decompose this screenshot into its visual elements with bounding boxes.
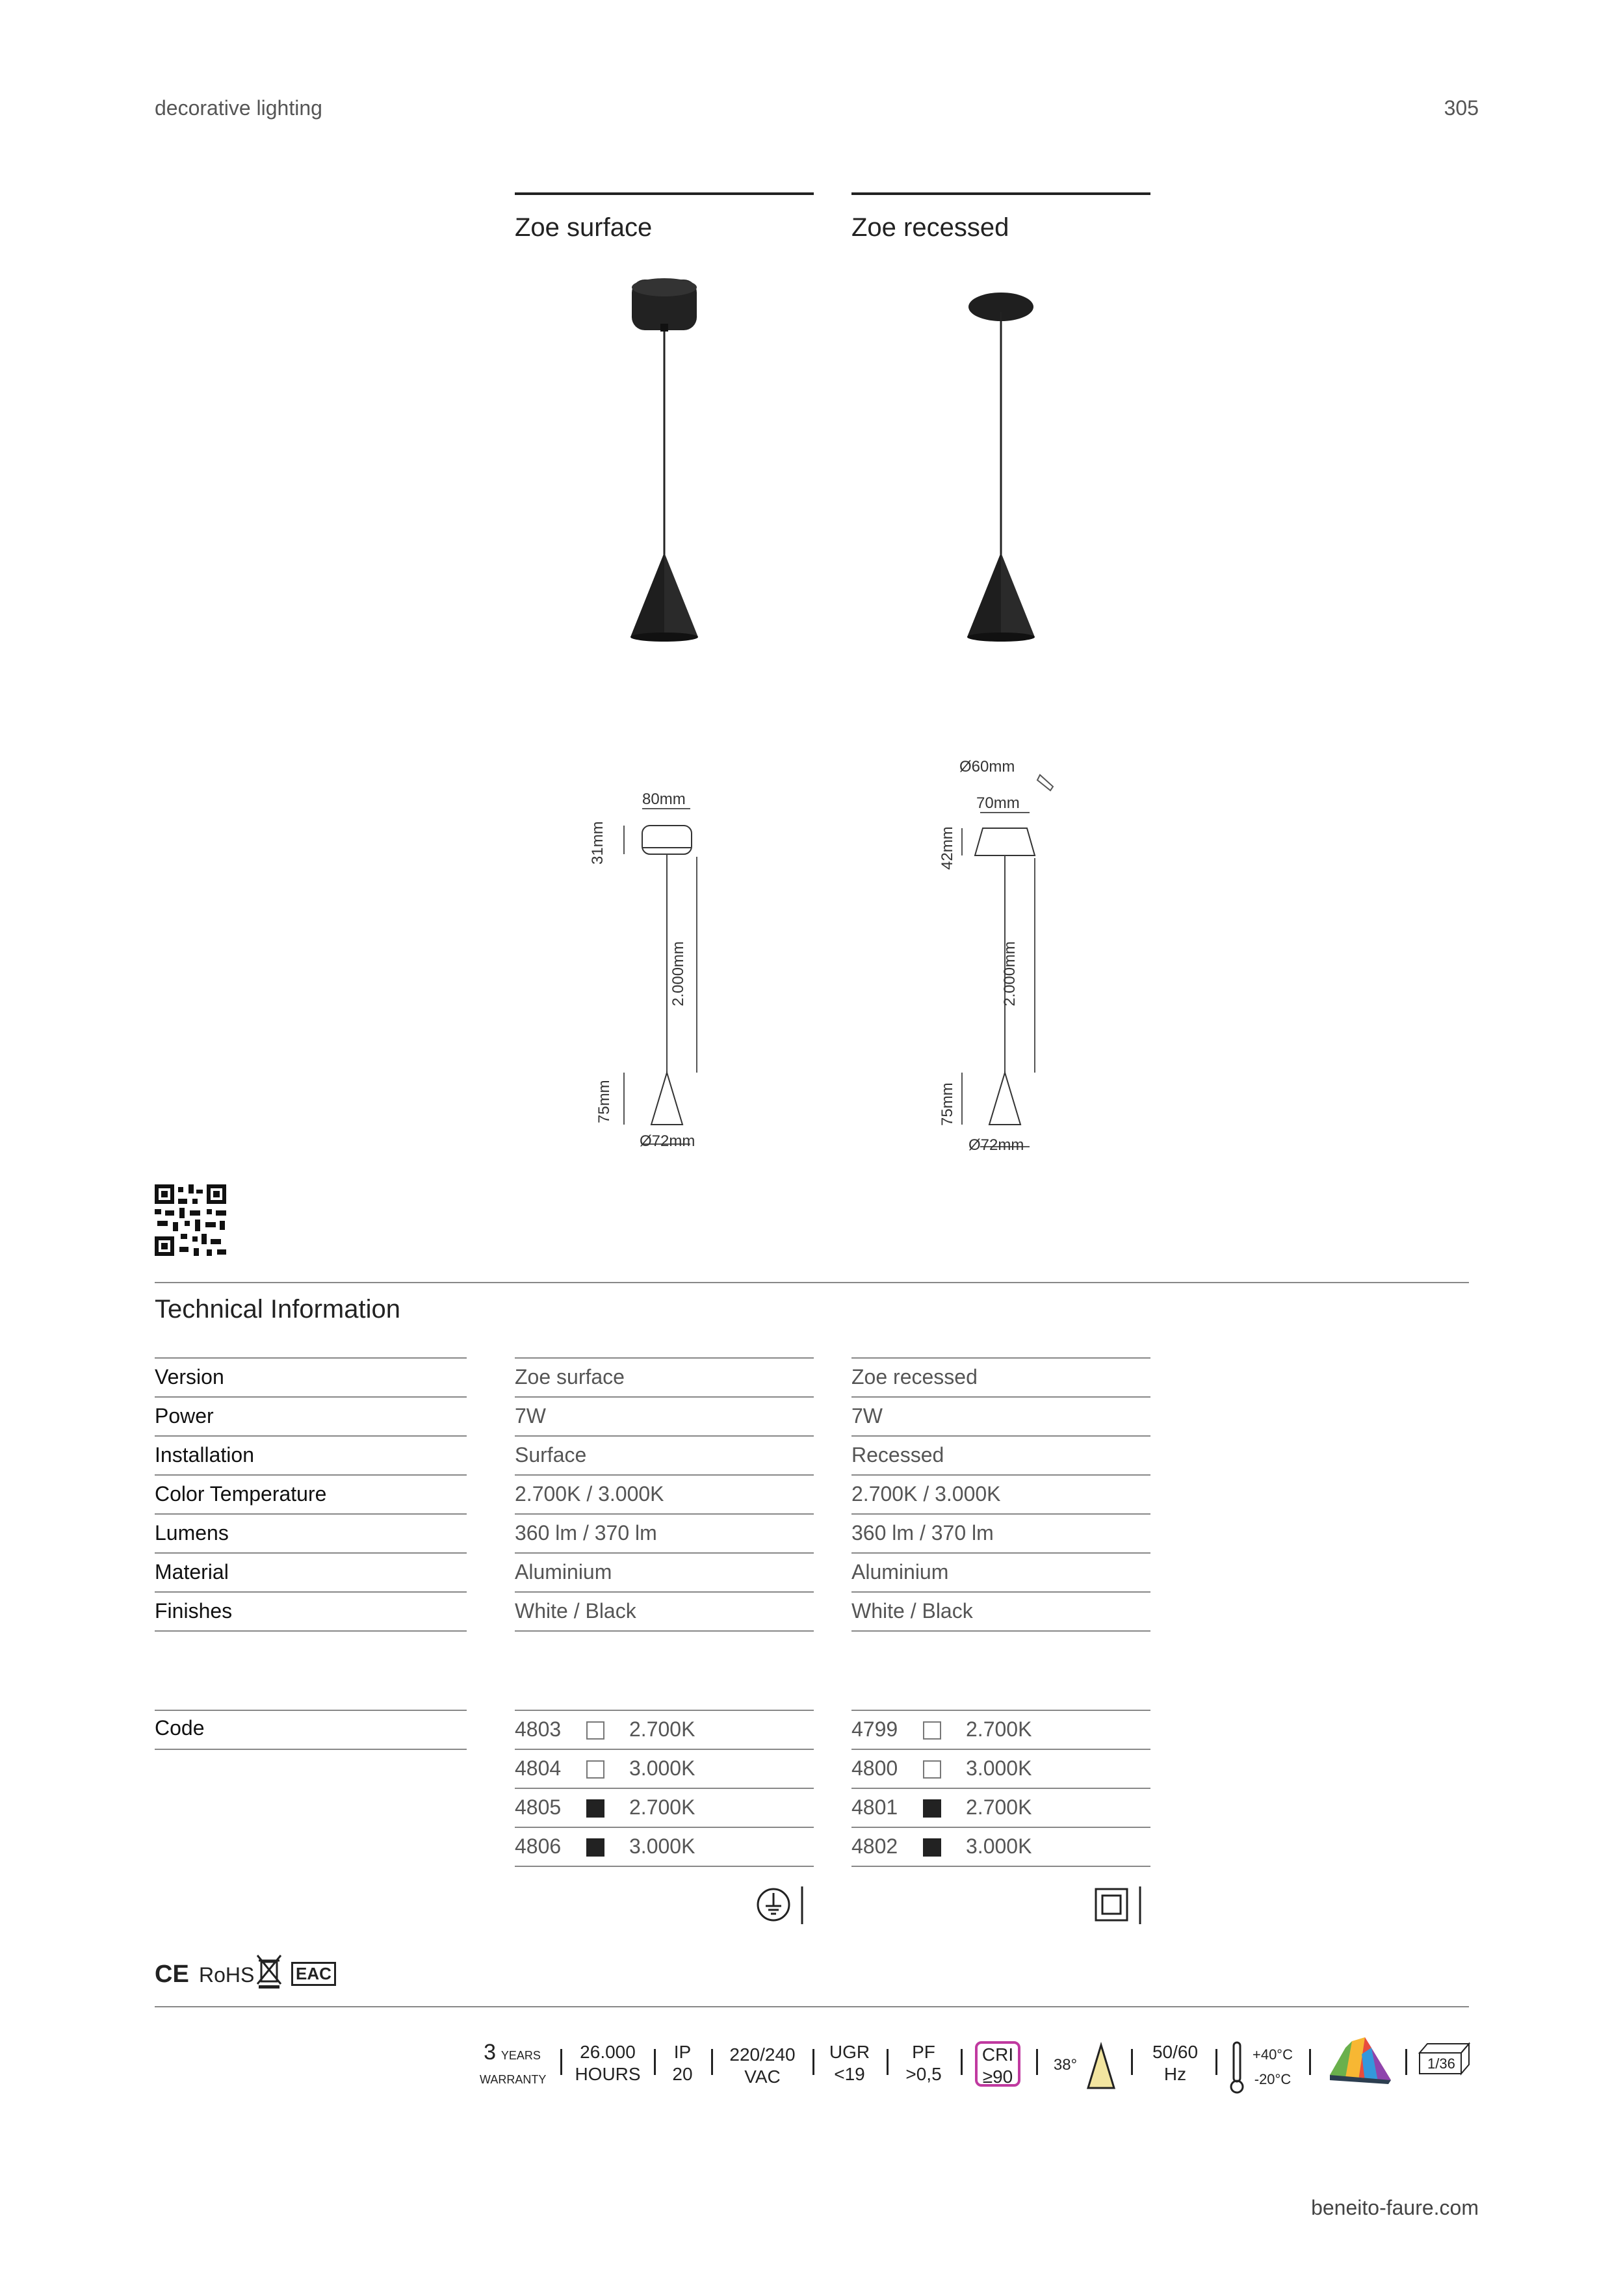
code-rule <box>515 1749 814 1750</box>
temp-high: +40°C <box>1252 2046 1293 2063</box>
temp-low: -20°C <box>1254 2071 1292 2087</box>
code-number: 4801 <box>851 1795 898 1819</box>
tech-cell-label: Version <box>155 1365 224 1389</box>
code-rule <box>515 1866 814 1867</box>
code-temperature: 3.000K <box>966 1834 1032 1858</box>
spec-hours <box>572 2041 643 2085</box>
code-temperature: 2.700K <box>629 1795 695 1819</box>
tech-cell-label: Lumens <box>155 1521 229 1545</box>
title-zoe-recessed: Zoe recessed <box>851 213 1009 242</box>
code-rule <box>851 1749 1150 1750</box>
table-rule <box>851 1591 1150 1593</box>
specs-divider <box>155 2006 1469 2007</box>
tech-cell-label: Power <box>155 1404 214 1428</box>
code-rule <box>515 1788 814 1789</box>
beam-angle: 38° <box>1053 2056 1078 2074</box>
spec-sep <box>1131 2049 1133 2075</box>
table-rule <box>155 1552 467 1554</box>
page-number: 305 <box>1444 96 1479 120</box>
spec-temperature <box>1247 2042 1299 2092</box>
spec-ugr <box>820 2041 879 2085</box>
dim-surface-shade-d: Ø72mm <box>640 1132 695 1150</box>
weee-bin-icon <box>255 1953 283 1989</box>
tech-cell-surface: White / Black <box>515 1599 636 1623</box>
tech-cell-recessed: White / Black <box>851 1599 973 1623</box>
dim-recessed-shade-h: 75mm <box>939 1082 956 1126</box>
black-finish-swatch <box>923 1838 941 1857</box>
hours-value: 26.000 <box>580 2042 636 2062</box>
white-finish-swatch <box>923 1721 941 1740</box>
qr-code[interactable] <box>155 1184 226 1256</box>
code-rule <box>851 1710 1150 1711</box>
dim-recessed-canopy: 42mm <box>939 826 956 870</box>
table-rule <box>155 1513 467 1515</box>
table-rule <box>515 1513 814 1515</box>
code-temperature: 3.000K <box>629 1834 695 1858</box>
dim-surface-shade-h: 75mm <box>595 1080 613 1123</box>
code-rule-bottom <box>155 1749 467 1750</box>
table-rule <box>515 1357 814 1359</box>
code-number: 4802 <box>851 1834 898 1858</box>
dim-recessed-shade-d: Ø72mm <box>968 1136 1024 1154</box>
color-fan-icon <box>1326 2035 1397 2087</box>
earth-ground-icon <box>754 1884 806 1925</box>
spec-sep <box>1405 2049 1407 2075</box>
tech-cell-recessed: Recessed <box>851 1443 944 1467</box>
tech-cell-surface: Zoe surface <box>515 1365 625 1389</box>
tech-cell-recessed: Aluminium <box>851 1560 949 1584</box>
ugr-label: UGR <box>829 2042 870 2062</box>
table-rule <box>851 1357 1150 1359</box>
box-quantity: 1/36 <box>1427 2055 1455 2072</box>
tech-cell-label: Material <box>155 1560 229 1584</box>
table-rule <box>515 1552 814 1554</box>
white-finish-swatch <box>586 1721 604 1740</box>
code-number: 4806 <box>515 1834 562 1858</box>
ip-value: 20 <box>672 2064 693 2084</box>
white-finish-swatch <box>586 1760 604 1779</box>
code-temperature: 3.000K <box>629 1756 695 1780</box>
dim-recessed-cable: 2.000mm <box>1001 941 1019 1006</box>
hours-unit: HOURS <box>575 2064 641 2084</box>
tech-cell-surface: 7W <box>515 1404 546 1428</box>
spec-sep <box>887 2049 889 2075</box>
table-rule <box>155 1474 467 1476</box>
tech-cell-recessed: 360 lm / 370 lm <box>851 1521 994 1545</box>
dim-surface-canopy: 31mm <box>589 821 606 865</box>
table-rule <box>851 1435 1150 1437</box>
code-temperature: 2.700K <box>966 1717 1032 1741</box>
code-temperature: 2.700K <box>966 1795 1032 1819</box>
thermometer-icon <box>1227 2040 1247 2094</box>
code-rule <box>515 1827 814 1828</box>
zoe-surface-photo <box>598 273 728 650</box>
spec-sep <box>1309 2049 1311 2075</box>
tech-cell-surface: 2.700K / 3.000K <box>515 1482 664 1506</box>
table-rule <box>851 1396 1150 1398</box>
warranty-word: WARRANTY <box>480 2073 547 2086</box>
spec-sep <box>654 2049 656 2075</box>
double-insulation-icon <box>1092 1884 1144 1925</box>
table-rule <box>515 1591 814 1593</box>
section-label: decorative lighting <box>155 96 322 120</box>
table-rule <box>851 1552 1150 1554</box>
tech-cell-surface: 360 lm / 370 lm <box>515 1521 657 1545</box>
spec-cri <box>975 2041 1020 2087</box>
frequency-unit: Hz <box>1163 2064 1187 2084</box>
tech-info-title: Technical Information <box>155 1295 400 1324</box>
pf-value: >0,5 <box>905 2064 942 2084</box>
tech-cell-label: Finishes <box>155 1599 233 1623</box>
dim-recessed-width: 70mm <box>976 794 1020 812</box>
spec-ip <box>663 2041 702 2085</box>
title-rule-recessed <box>851 192 1150 195</box>
spec-sep <box>812 2049 814 2075</box>
code-number: 4803 <box>515 1717 562 1741</box>
spec-warranty <box>480 2041 545 2091</box>
table-rule <box>155 1630 467 1632</box>
code-number: 4799 <box>851 1717 898 1741</box>
ip-label: IP <box>673 2042 692 2062</box>
table-rule <box>515 1396 814 1398</box>
code-rule <box>851 1866 1150 1867</box>
tech-cell-label: Color Temperature <box>155 1482 327 1506</box>
spec-sep <box>711 2049 713 2075</box>
black-finish-swatch <box>923 1799 941 1818</box>
table-rule <box>515 1630 814 1632</box>
table-rule <box>851 1513 1150 1515</box>
code-temperature: 2.700K <box>629 1717 695 1741</box>
tech-cell-surface: Surface <box>515 1443 587 1467</box>
section-divider <box>155 1282 1469 1283</box>
zoe-recessed-photo <box>935 273 1065 650</box>
pf-label: PF <box>912 2042 935 2062</box>
spec-sep <box>1036 2049 1038 2075</box>
table-rule <box>155 1435 467 1437</box>
dim-surface-cable: 2.000mm <box>669 941 687 1006</box>
code-rule <box>851 1827 1150 1828</box>
warranty-years: YEARS <box>500 2049 541 2062</box>
title-zoe-surface: Zoe surface <box>515 213 653 242</box>
tech-cell-surface: Aluminium <box>515 1560 612 1584</box>
cri-label: CRI <box>981 2044 1014 2065</box>
spec-sep <box>1215 2049 1217 2075</box>
warranty-number: 3 <box>484 2040 497 2065</box>
eac-mark: EAC <box>291 1962 336 1986</box>
ugr-value: <19 <box>834 2064 865 2084</box>
cri-value: ≥90 <box>982 2067 1013 2087</box>
code-number: 4804 <box>515 1756 562 1780</box>
beam-angle-icon <box>1082 2041 1121 2093</box>
table-rule <box>515 1435 814 1437</box>
black-finish-swatch <box>586 1799 604 1818</box>
frequency-value: 50/60 <box>1152 2042 1199 2062</box>
code-temperature: 3.000K <box>966 1756 1032 1780</box>
dim-recessed-cutout: Ø60mm <box>959 758 1015 776</box>
website-link[interactable]: beneito-faure.com <box>1311 2196 1479 2219</box>
tech-cell-recessed: 2.700K / 3.000K <box>851 1482 1001 1506</box>
table-rule <box>851 1630 1150 1632</box>
tech-cell-recessed: 7W <box>851 1404 883 1428</box>
code-number: 4805 <box>515 1795 562 1819</box>
voltage-unit: VAC <box>744 2067 781 2087</box>
code-rule <box>851 1788 1150 1789</box>
table-rule <box>851 1474 1150 1476</box>
tech-cell-recessed: Zoe recessed <box>851 1365 978 1389</box>
rohs-mark: RoHS <box>199 1963 255 1987</box>
spec-sep <box>560 2049 562 2075</box>
table-rule <box>155 1357 467 1359</box>
code-label: Code <box>155 1716 205 1740</box>
spec-frequency <box>1144 2041 1206 2085</box>
table-rule <box>155 1591 467 1593</box>
voltage-value: 220/240 <box>729 2044 796 2065</box>
tech-cell-label: Installation <box>155 1443 254 1467</box>
white-finish-swatch <box>923 1760 941 1779</box>
ce-mark: CE <box>155 1961 189 1988</box>
code-rule-top <box>155 1710 467 1711</box>
code-number: 4800 <box>851 1756 898 1780</box>
black-finish-swatch <box>586 1838 604 1857</box>
title-rule-surface <box>515 192 814 195</box>
spec-pf <box>894 2041 953 2085</box>
table-rule <box>515 1474 814 1476</box>
spec-sep <box>961 2049 963 2075</box>
dim-surface-width: 80mm <box>642 790 686 808</box>
spec-voltage <box>721 2044 803 2088</box>
table-rule <box>155 1396 467 1398</box>
code-rule <box>515 1710 814 1711</box>
